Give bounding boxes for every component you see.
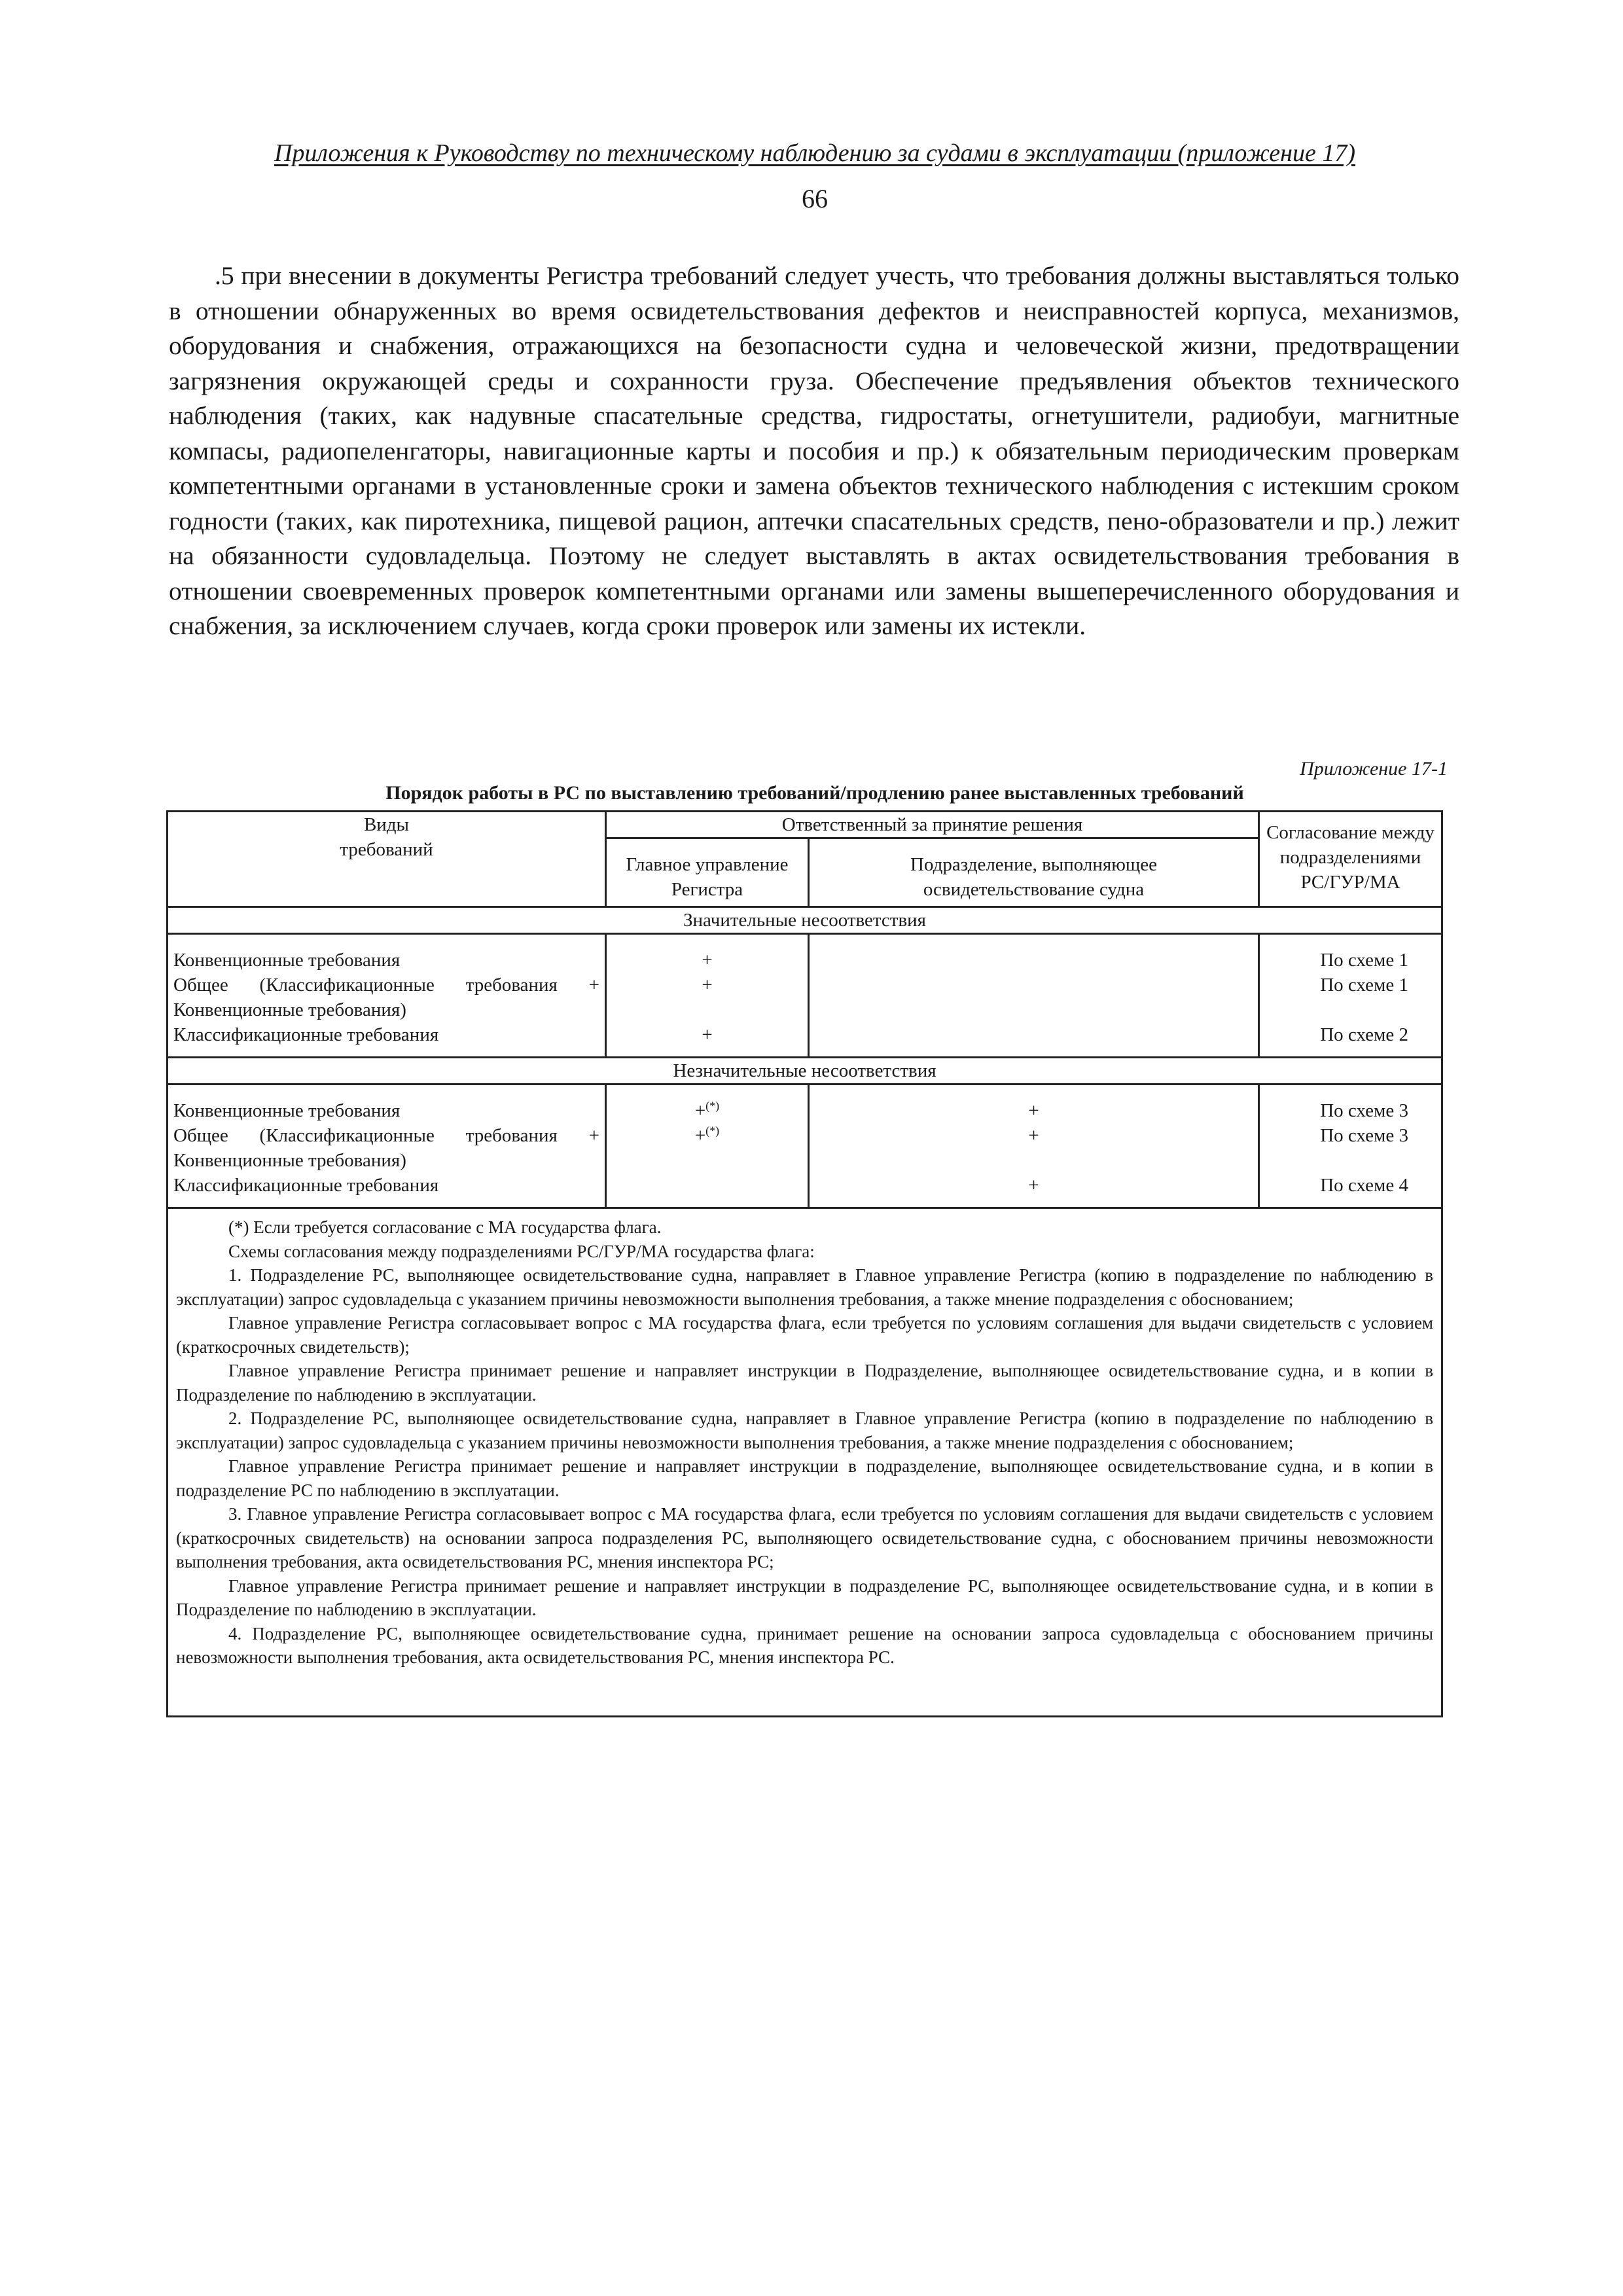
mark: +: [1028, 1125, 1039, 1146]
mark: +: [702, 1024, 713, 1045]
body-paragraph: .5 при внесении в документы Регистра требований следует учесть, что требования должны выставляться только в отношении обнаруженных во время освидетельствования дефектов и неисправностей корпуса, механизмов, оборудования и снабжения, отражающихся на безопасности судна и человеческой жизни, предотвращении загрязнения окружающей среды и сохранности груза. Обеспечение предъявления объектов технического наблюдения (таких, как надувные спасательные средства, гидростаты, огнетушители, радиобуи, магнитные компасы, радиопеленгаторы, навигационные карты и пособия и пр.) к обязательным периодическим проверкам компетентными органами в установленные сроки и замена объектов технического наблюдения с истекшим сроком годности (таких, как пиротехника, пищевой рацион, аптечки спасательных средств, пено-образователи и пр.) лежит на обязанности судовладельца. Поэтому не следует выставлять в актах освидетельствования требования в отношении своевременных проверок компетентными органами или замены вышеперечисленного оборудования и снабжения, за исключением случаев, когда сроки проверок или замены их истекли.: [169, 261, 1459, 640]
note-line: Главное управление Регистра принимает решение и направляет инструкции в подразделение, выполняющее освидетельствование судна, и в копии в подразделение РС по наблюдению в эксплуатации.: [176, 1456, 1434, 1500]
header-agreement: Согласование между подразделениями РС/ГУР/МА: [1259, 812, 1442, 907]
type-item: Конвенционные требования: [173, 950, 401, 971]
section-title-major: Значительные несоответствия: [168, 907, 1442, 934]
note-line: 3. Главное управление Регистра согласовывает вопрос с МА государства флага, если требуется по условиям соглашения для выдачи свидетельств с условием (краткосрочных свидетельств) на основании запроса подразделения РС, выполняющего освидетельствование судна, с обоснованием причины невозможности выполнения требования, акта освидетельствования РС, мнения инспектора РС;: [176, 1504, 1434, 1571]
scheme-ref: По схеме 2: [1320, 1024, 1409, 1045]
header-types: Виды требований: [168, 812, 606, 907]
table-caption: Порядок работы в РС по выставлению требований/продлению ранее выставленных требований: [385, 782, 1244, 804]
type-item: Общее (Классификационные требования + Конвенционные требования): [173, 975, 599, 1020]
mark: +: [1028, 1100, 1039, 1121]
mark: +(*): [694, 1099, 720, 1121]
note-line: 2. Подразделение РС, выполняющее освидетельствование судна, направляет в Главное управление Регистра (копию в подразделение по наблюдению в эксплуатации) запрос судовладельца с указанием причины невозможности выполнения требования, а также мнение подразделения с обоснованием;: [176, 1408, 1434, 1452]
page-number: 66: [802, 184, 828, 213]
note-line: 1. Подразделение РС, выполняющее освидетельствование судна, направляет в Главное управление Регистра (копию в подразделение по наблюдению в эксплуатации) запрос судовладельца с указанием причины невозможности выполнения требования, а также мнение подразделения с обоснованием;: [176, 1265, 1434, 1309]
type-item: Конвенционные требования: [173, 1100, 401, 1121]
scheme-ref: По схеме 1: [1320, 950, 1409, 971]
branch-cell: [809, 1085, 1259, 1208]
type-item: Общее (Классификационные требования + Конвенционные требования): [173, 1125, 599, 1171]
type-item: Классификационные требования: [173, 1024, 439, 1045]
types-cell: [168, 934, 606, 1058]
footnote-mark: (*): [705, 1099, 720, 1113]
header-row-1: [168, 812, 1442, 838]
section-title-row: [168, 1058, 1442, 1085]
mark: +: [1028, 1175, 1039, 1196]
note-line: (*) Если требуется согласование с МА государства флага.: [228, 1217, 662, 1237]
note-line: Главное управление Регистра принимает решение и направляет инструкции в Подразделение, выполняющее освидетельствование судна, и в копии в Подразделение по наблюдению в эксплуатации.: [176, 1361, 1434, 1405]
section-rows-minor: [168, 1085, 1442, 1208]
scheme-ref: По схеме 4: [1320, 1175, 1409, 1196]
mark: +: [702, 950, 713, 971]
scheme-ref: По схеме 3: [1320, 1100, 1409, 1121]
section-title-minor: Незначительные несоответствия: [168, 1058, 1442, 1085]
header-branch: Подразделение, выполняющее освидетельствование судна: [809, 838, 1259, 907]
branch-cell: [809, 934, 1259, 1058]
note-line: Схемы согласования между подразделениями РС/ГУР/МА государства флага:: [228, 1241, 815, 1261]
section-rows-major: [168, 934, 1442, 1058]
header-head-office: Главное управление Регистра: [606, 838, 809, 907]
notes-cell: [168, 1208, 1442, 1717]
notes-row: [168, 1208, 1442, 1717]
note-line: Главное управление Регистра принимает решение и направляет инструкции в подразделение РС, выполняющее освидетельствование судна, и в копии в Подразделение по наблюдению в эксплуатации.: [176, 1575, 1434, 1619]
appendix-label: Приложение 17-1: [1300, 758, 1448, 780]
scheme-ref: По схеме 1: [1320, 975, 1409, 996]
head-office-cell: [606, 1085, 809, 1208]
types-cell: [168, 1085, 606, 1208]
mark: +: [702, 975, 713, 996]
running-header: Приложения к Руководству по техническому наблюдению за судами в эксплуатации (приложение 17): [274, 139, 1356, 167]
footnote-mark: (*): [705, 1124, 720, 1138]
header-responsible: Ответственный за принятие решения: [606, 812, 1259, 838]
head-office-cell: [606, 934, 809, 1058]
scheme-ref: По схеме 3: [1320, 1125, 1409, 1146]
type-item: Классификационные требования: [173, 1175, 439, 1196]
mark: +(*): [694, 1124, 720, 1146]
agreement-cell: [1259, 934, 1442, 1058]
agreement-cell: [1259, 1085, 1442, 1208]
section-title-row: [168, 907, 1442, 934]
note-line: Главное управление Регистра согласовывает вопрос с МА государства флага, если требуется по условиям соглашения для выдачи свидетельств с условием (краткосрочных свидетельств);: [176, 1313, 1434, 1357]
note-line: 4. Подразделение РС, выполняющее освидетельствование судна, принимает решение на основании запроса судовладельца с обоснованием причины невозможности выполнения требования, акта освидетельствования РС, мнения инспектора РС.: [176, 1623, 1434, 1667]
requirements-table: [166, 810, 1443, 1717]
